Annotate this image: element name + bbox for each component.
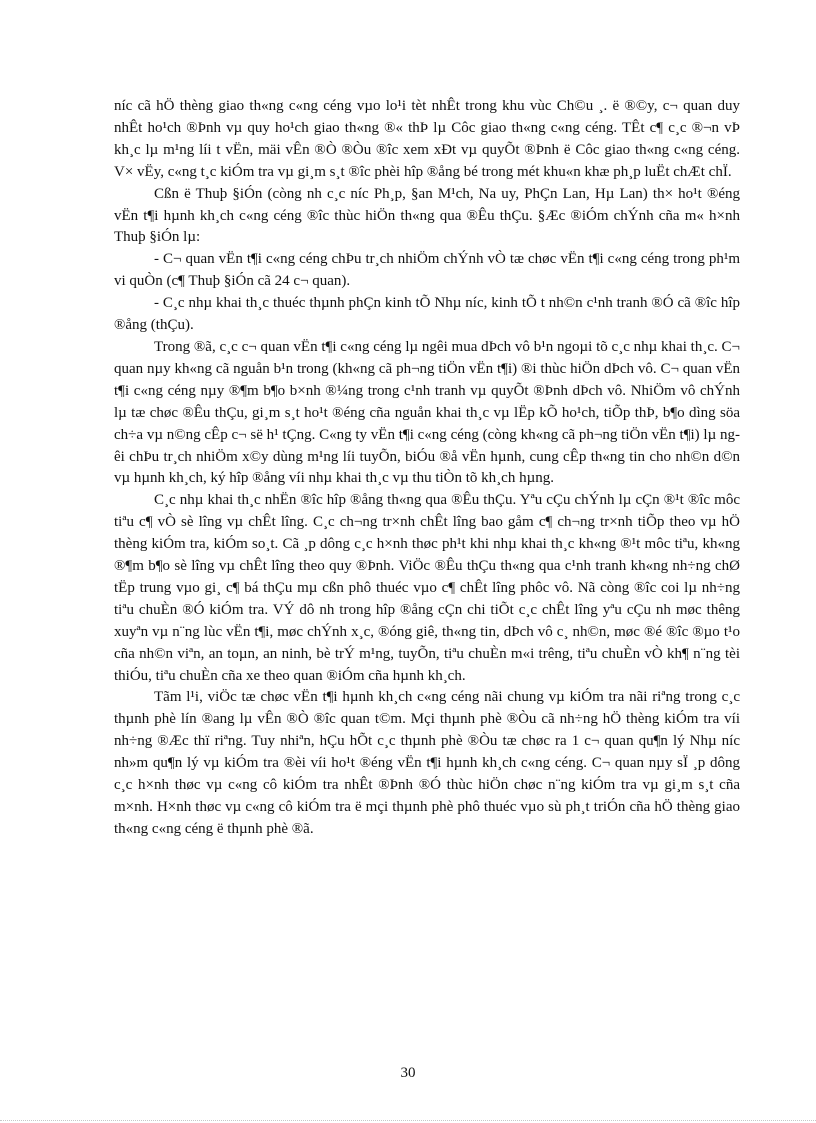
paragraph: C¸c nhµ khai th¸c nhËn ®îc hîp ®ång th«ng qua ®Êu thÇu. Yªu cÇu chÝnh lµ cÇn ®¹t ®îc môc tiªu c¶ vÒ sè lîng vµ chÊt lîng. C¸c ch¬ng tr×nh chÊt lîng bao gåm c¶ ch¬ng tr×nh tiÕp theo vµ hÖ thèng kiÓm tra, kiÓm so¸t. Cã ¸p dông c¸c h×nh thøc ph¹t khi nhµ khai th¸c kh«ng ®¹t môc tiªu, kh«ng ®¶m b¶o sè lîng vµ chÊt lîng theo quy ®Þnh. ViÖc ®Êu thÇu th«ng qua c¹nh tranh kh«ng nh÷ng chØ tËp trung vµo gi¸ c¶ bá thÇu mµ cßn phô thuéc vµo c¶ chÊt lîng phôc vô. Nã còng ®îc coi lµ nh÷ng tiªu chuÈn ®Ó kiÓm tra. VÝ dô nh trong hîp ®ång cÇn chi tiÕt c¸c chÊt lîng yªu cÇu nh møc thêng xuyªn vµ n¨ng lùc vËn t¶i, møc chÝnh x¸c, ®óng giê, th«ng tin, dÞch vô c¸ nh©n, møc ®é ®îc ®µo t¹o cña nh©n viªn, an toµn, an ninh, bè trÝ m¹ng, tuyÕn, tiªu chuÈn m«i trêng, tiªu chuÈn vÒ kh¶ n¨ng tèi thiÓu, tiªu chuÈn cña xe theo quan ®iÓm cña hµnh kh¸ch. [114,492,740,684]
paragraph: Cßn ë Thuþ §iÓn (còng nh c¸c níc Ph¸p, §an M¹ch, Na uy, PhÇn Lan, Hµ Lan) th× ho¹t ®éng vËn t¶i hµnh kh¸ch c«ng céng ®îc thùc hiÖn th«ng qua ®Êu thÇu. §Æc ®iÓm chÝnh cña m« h×nh Thuþ §iÓn lµ: [114,185,740,246]
paragraph: níc cã hÖ thèng giao th«ng c«ng céng vµo lo¹i tèt nhÊt trong khu vùc Ch©u ¸. ë ®©y, c¬ quan duy nhÊt ho¹ch ®Þnh vµ quy ho¹ch giao th«ng ®« thÞ lµ Côc giao th«ng c«ng céng. TÊt c¶ c¸c ®¬n vÞ kh¸c lµ m¹ng líi t vËn, mäi vÊn ®Ò ®Òu ®îc xem xÐt vµ quyÕt ®Þnh ë Côc giao th«ng c«ng céng. V× vËy, c«ng t¸c kiÓm tra vµ gi¸m s¸t ®îc phèi hîp ®ång bé trong mét khu«n khæ ph¸p luËt chÆt chÏ. [114,98,740,180]
list-item: - C¸c nhµ khai th¸c thuéc thµnh phÇn kinh tÕ Nhµ níc, kinh tÕ t nh©n c¹nh tranh ®Ó cã ®îc hîp ®ång (thÇu). [114,295,740,334]
body-text [114,96,740,841]
page-bottom-divider [0,1120,816,1121]
list-item: - C¬ quan vËn t¶i c«ng céng chÞu tr¸ch nhiÖm chÝnh vÒ tæ chøc vËn t¶i c«ng céng trong ph¹m vi quÒn (c¶ Thuþ §iÓn cã 24 c¬ quan). [114,251,740,290]
paragraph: Trong ®ã, c¸c c¬ quan vËn t¶i c«ng céng lµ ngêi mua dÞch vô b¹n ngoµi tõ c¸c nhµ khai th¸c. C¬ quan nµy kh«ng cã nguån b¹n trong (kh«ng cã ph¬ng tiÖn vËn t¶i) ®i thùc hiÖn dÞch vô. C¬ quan vËn t¶i c«ng céng nµy ®¶m b¶o b×nh ®¼ng trong c¹nh tranh vµ quyÕt ®Þnh dÞch vô. NhiÖm vô chÝnh lµ tæ chøc ®Êu thÇu, gi¸m s¸t ho¹t ®éng cña nguån khai th¸c vµ lËp kÕ ho¹ch, tiÕp thÞ, b¶o dìng söa ch÷a vµ n©ng cÊp c¬ së h¹ tÇng. C«ng ty vËn t¶i c«ng céng (còng kh«ng cã ph¬ng tiÖn vËn t¶i) lµ ngêi chÞu tr¸ch nhiÖm x©y dùng m¹ng líi tuyÕn, biÓu ®å vËn hµnh, cung cÊp th«ng tin cho nh©n d©n vµ hµnh kh¸ch, ký hîp ®ång víi nhµ khai th¸c vµ thu tiÒn tõ kh¸ch hµng. [114,338,740,487]
page-number: 30 [400,1065,416,1081]
paragraph: Tãm l¹i, viÖc tæ chøc vËn t¶i hµnh kh¸ch c«ng céng nãi chung vµ kiÓm tra nãi riªng trong c¸c thµnh phè lín ®ang lµ vÊn ®Ò ®îc quan t©m. Mçi thµnh phè ®Òu cã nh÷ng hÖ thèng kiÓm tra víi nh÷ng ®Æc thï riªng. Tuy nhiªn, hÇu hÕt c¸c thµnh phè ®Òu tæ chøc ra 1 c¬ quan qu¶n lý Nhµ níc nh»m qu¶n lý vµ kiÓm tra ®èi víi ho¹t ®éng vËn t¶i hµnh kh¸ch c«ng céng. C¬ quan nµy sÏ ¸p dông c¸c h×nh thøc vµ c«ng cô kiÓm tra nhÊt ®Þnh ®Ó thùc hiÖn chøc n¨ng kiÓm tra vµ gi¸m s¸t cña m×nh. H×nh thøc vµ c«ng cô kiÓm tra ë mçi thµnh phè phô thuéc vµo sù ph¸t triÓn cña hÖ thèng giao th«ng c«ng céng ë thµnh phè ®ã. [114,689,740,837]
